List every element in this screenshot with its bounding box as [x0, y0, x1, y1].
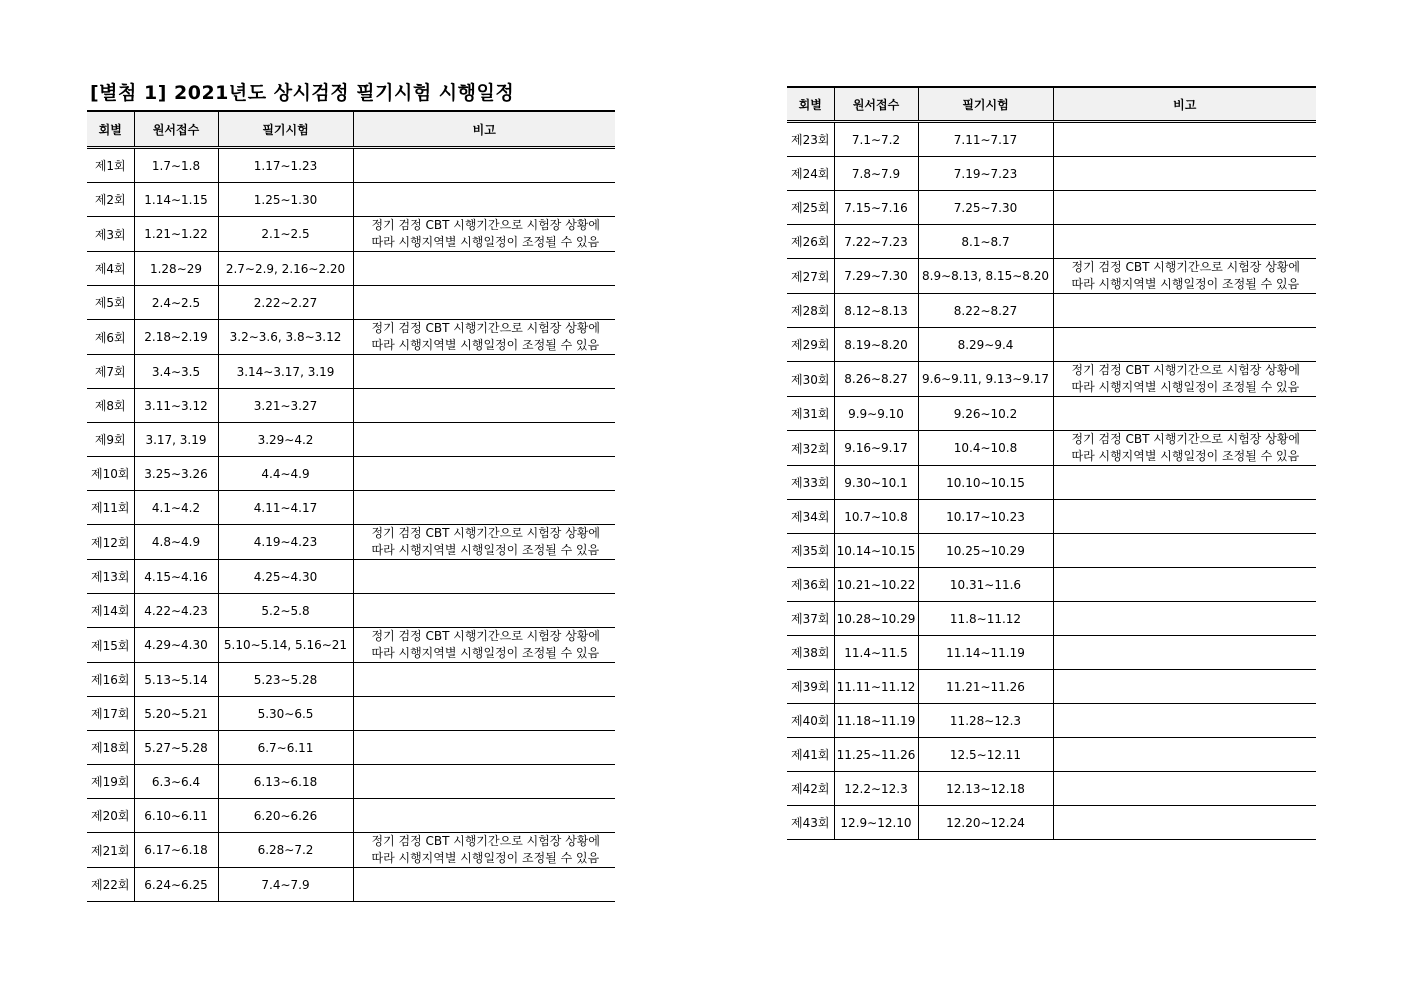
round-cell: 제24회: [787, 157, 834, 191]
application-period-cell: 10.21∼10.22: [834, 568, 918, 602]
remarks-cell: [1053, 568, 1316, 602]
application-period-cell: 6.3∼6.4: [134, 765, 218, 799]
remarks-cell: [1053, 191, 1316, 225]
application-period-cell: 8.19∼8.20: [834, 328, 918, 362]
exam-period-cell: 2.7∼2.9, 2.16∼2.20: [218, 252, 353, 286]
header-application: 원서접수: [834, 87, 918, 122]
table-row: [87, 525, 615, 560]
application-period-cell: 8.26∼8.27: [834, 362, 918, 397]
round-cell: 제9회: [87, 423, 134, 457]
table-row: [87, 252, 615, 286]
remarks-cell: [1053, 704, 1316, 738]
table-row: [787, 122, 1316, 157]
exam-period-cell: 10.17∼10.23: [918, 500, 1053, 534]
table-row: [787, 431, 1316, 466]
application-period-cell: 7.29∼7.30: [834, 259, 918, 294]
table-row: [787, 294, 1316, 328]
application-period-cell: 4.22∼4.23: [134, 594, 218, 628]
table-row: [787, 328, 1316, 362]
application-period-cell: 11.18∼11.19: [834, 704, 918, 738]
remarks-cell: [353, 560, 615, 594]
table-row: [787, 568, 1316, 602]
remarks-cell: [353, 355, 615, 389]
application-period-cell: 6.17∼6.18: [134, 833, 218, 868]
remarks-cell: [353, 594, 615, 628]
exam-period-cell: 7.19∼7.23: [918, 157, 1053, 191]
round-cell: 제22회: [87, 868, 134, 902]
table-row: [87, 799, 615, 833]
remarks-cell: [1053, 534, 1316, 568]
exam-period-cell: 5.2∼5.8: [218, 594, 353, 628]
application-period-cell: 3.17, 3.19: [134, 423, 218, 457]
table-row: [787, 772, 1316, 806]
table-row: [87, 457, 615, 491]
remarks-cell: [1053, 122, 1316, 157]
remarks-line-2: 따라 시행지역별 시행일정이 조정될 수 있음: [1071, 277, 1300, 291]
header-application: 원서접수: [134, 111, 218, 148]
exam-period-cell: 9.6∼9.11, 9.13∼9.17: [918, 362, 1053, 397]
application-period-cell: 3.4∼3.5: [134, 355, 218, 389]
round-cell: 제35회: [787, 534, 834, 568]
header-round: 회별: [787, 87, 834, 122]
table-header-row: [787, 87, 1316, 122]
exam-period-cell: 4.4∼4.9: [218, 457, 353, 491]
exam-period-cell: 3.2∼3.6, 3.8∼3.12: [218, 320, 353, 355]
round-cell: 제7회: [87, 355, 134, 389]
exam-period-cell: 4.19∼4.23: [218, 525, 353, 560]
table-row: [787, 157, 1316, 191]
remarks-cell: [353, 457, 615, 491]
round-cell: 제43회: [787, 806, 834, 840]
table-row: [87, 320, 615, 355]
exam-period-cell: 8.9∼8.13, 8.15∼8.20: [918, 259, 1053, 294]
application-period-cell: 2.18∼2.19: [134, 320, 218, 355]
exam-period-cell: 11.21∼11.26: [918, 670, 1053, 704]
exam-period-cell: 1.25∼1.30: [218, 183, 353, 217]
table-row: [787, 704, 1316, 738]
application-period-cell: 3.25∼3.26: [134, 457, 218, 491]
round-cell: 제29회: [787, 328, 834, 362]
application-period-cell: 2.4∼2.5: [134, 286, 218, 320]
exam-period-cell: 3.14∼3.17, 3.19: [218, 355, 353, 389]
table-row: [787, 191, 1316, 225]
header-remarks: 비고: [1053, 87, 1316, 122]
remarks-cell: [1053, 806, 1316, 840]
round-cell: 제15회: [87, 628, 134, 663]
remarks-cell: [1053, 294, 1316, 328]
table-row: [87, 148, 615, 183]
remarks-cell: [1053, 157, 1316, 191]
exam-period-cell: 7.25∼7.30: [918, 191, 1053, 225]
table-row: [787, 738, 1316, 772]
round-cell: 제40회: [787, 704, 834, 738]
remarks-cell: [1053, 225, 1316, 259]
header-exam: 필기시험: [218, 111, 353, 148]
remarks-cell: [1053, 500, 1316, 534]
round-cell: 제5회: [87, 286, 134, 320]
round-cell: 제13회: [87, 560, 134, 594]
remarks-line-2: 따라 시행지역별 시행일정이 조정될 수 있음: [371, 338, 600, 352]
remarks-line-2: 따라 시행지역별 시행일정이 조정될 수 있음: [1071, 449, 1300, 463]
round-cell: 제38회: [787, 636, 834, 670]
table-row: [87, 697, 615, 731]
round-cell: 제36회: [787, 568, 834, 602]
table-row: [87, 868, 615, 902]
application-period-cell: 7.22∼7.23: [834, 225, 918, 259]
remarks-cell: [353, 217, 615, 252]
remarks-cell: [1053, 431, 1316, 466]
round-cell: 제18회: [87, 731, 134, 765]
application-period-cell: 3.11∼3.12: [134, 389, 218, 423]
schedule-table-right: [787, 86, 1316, 840]
round-cell: 제3회: [87, 217, 134, 252]
exam-period-cell: 5.23∼5.28: [218, 663, 353, 697]
exam-period-cell: 6.7∼6.11: [218, 731, 353, 765]
remarks-cell: [353, 252, 615, 286]
remarks-line-1: 정기 검정 CBT 시행기간으로 시험장 상황에: [371, 321, 600, 335]
round-cell: 제16회: [87, 663, 134, 697]
round-cell: 제17회: [87, 697, 134, 731]
round-cell: 제19회: [87, 765, 134, 799]
application-period-cell: 4.8∼4.9: [134, 525, 218, 560]
table-row: [87, 560, 615, 594]
remarks-line-1: 정기 검정 CBT 시행기간으로 시험장 상황에: [1071, 432, 1300, 446]
application-period-cell: 10.14∼10.15: [834, 534, 918, 568]
remarks-cell: [1053, 466, 1316, 500]
remarks-line-1: 정기 검정 CBT 시행기간으로 시험장 상황에: [371, 834, 600, 848]
round-cell: 제28회: [787, 294, 834, 328]
table-row: [87, 286, 615, 320]
round-cell: 제30회: [787, 362, 834, 397]
remarks-cell: [353, 663, 615, 697]
table-row: [787, 225, 1316, 259]
application-period-cell: 5.13∼5.14: [134, 663, 218, 697]
application-period-cell: 1.28∼29: [134, 252, 218, 286]
remarks-line-1: 정기 검정 CBT 시행기간으로 시험장 상황에: [1071, 363, 1300, 377]
remarks-cell: [353, 765, 615, 799]
exam-period-cell: 5.10∼5.14, 5.16∼21: [218, 628, 353, 663]
round-cell: 제23회: [787, 122, 834, 157]
exam-period-cell: 10.4∼10.8: [918, 431, 1053, 466]
application-period-cell: 1.21∼1.22: [134, 217, 218, 252]
table-row: [787, 466, 1316, 500]
round-cell: 제25회: [787, 191, 834, 225]
exam-period-cell: 10.25∼10.29: [918, 534, 1053, 568]
application-period-cell: 10.7∼10.8: [834, 500, 918, 534]
exam-period-cell: 5.30∼6.5: [218, 697, 353, 731]
exam-period-cell: 8.22∼8.27: [918, 294, 1053, 328]
remarks-line-1: 정기 검정 CBT 시행기간으로 시험장 상황에: [371, 629, 600, 643]
table-row: [787, 806, 1316, 840]
table-row: [787, 636, 1316, 670]
remarks-cell: [353, 389, 615, 423]
remarks-cell: [1053, 328, 1316, 362]
remarks-cell: [353, 799, 615, 833]
round-cell: 제31회: [787, 397, 834, 431]
exam-period-cell: 11.28∼12.3: [918, 704, 1053, 738]
application-period-cell: 4.1∼4.2: [134, 491, 218, 525]
round-cell: 제26회: [787, 225, 834, 259]
table-row: [87, 423, 615, 457]
remarks-line-1: 정기 검정 CBT 시행기간으로 시험장 상황에: [371, 218, 600, 232]
application-period-cell: 10.28∼10.29: [834, 602, 918, 636]
exam-period-cell: 12.20∼12.24: [918, 806, 1053, 840]
exam-period-cell: 8.29∼9.4: [918, 328, 1053, 362]
exam-period-cell: 7.4∼7.9: [218, 868, 353, 902]
round-cell: 제39회: [787, 670, 834, 704]
application-period-cell: 7.8∼7.9: [834, 157, 918, 191]
schedule-table-left: [87, 110, 615, 902]
remarks-cell: [1053, 772, 1316, 806]
remarks-line-2: 따라 시행지역별 시행일정이 조정될 수 있음: [371, 543, 600, 557]
remarks-cell: [353, 525, 615, 560]
round-cell: 제21회: [87, 833, 134, 868]
remarks-line-2: 따라 시행지역별 시행일정이 조정될 수 있음: [371, 646, 600, 660]
table-row: [787, 259, 1316, 294]
exam-period-cell: 12.13∼12.18: [918, 772, 1053, 806]
table-row: [87, 183, 615, 217]
table-row: [87, 217, 615, 252]
exam-period-cell: 8.1∼8.7: [918, 225, 1053, 259]
remarks-cell: [1053, 636, 1316, 670]
application-period-cell: 4.15∼4.16: [134, 560, 218, 594]
remarks-cell: [353, 286, 615, 320]
exam-period-cell: 11.8∼11.12: [918, 602, 1053, 636]
remarks-line-2: 따라 시행지역별 시행일정이 조정될 수 있음: [1071, 380, 1300, 394]
round-cell: 제42회: [787, 772, 834, 806]
table-row: [87, 663, 615, 697]
remarks-cell: [353, 183, 615, 217]
remarks-cell: [353, 491, 615, 525]
exam-period-cell: 6.13∼6.18: [218, 765, 353, 799]
exam-period-cell: 7.11∼7.17: [918, 122, 1053, 157]
table-row: [787, 500, 1316, 534]
table-row: [87, 389, 615, 423]
round-cell: 제6회: [87, 320, 134, 355]
round-cell: 제2회: [87, 183, 134, 217]
table-row: [87, 628, 615, 663]
application-period-cell: 1.14∼1.15: [134, 183, 218, 217]
remarks-cell: [1053, 738, 1316, 772]
header-exam: 필기시험: [918, 87, 1053, 122]
round-cell: 제4회: [87, 252, 134, 286]
remarks-cell: [353, 148, 615, 183]
round-cell: 제8회: [87, 389, 134, 423]
remarks-cell: [353, 423, 615, 457]
application-period-cell: 5.27∼5.28: [134, 731, 218, 765]
exam-period-cell: 12.5∼12.11: [918, 738, 1053, 772]
application-period-cell: 7.1∼7.2: [834, 122, 918, 157]
application-period-cell: 8.12∼8.13: [834, 294, 918, 328]
application-period-cell: 11.25∼11.26: [834, 738, 918, 772]
header-remarks: 비고: [353, 111, 615, 148]
page-title: [별첨 1] 2021년도 상시검정 필기시험 시행일정: [90, 82, 515, 104]
table-row: [87, 491, 615, 525]
round-cell: 제34회: [787, 500, 834, 534]
exam-period-cell: 6.28∼7.2: [218, 833, 353, 868]
remarks-cell: [353, 731, 615, 765]
application-period-cell: 9.30∼10.1: [834, 466, 918, 500]
remarks-cell: [1053, 602, 1316, 636]
application-period-cell: 12.2∼12.3: [834, 772, 918, 806]
application-period-cell: 12.9∼12.10: [834, 806, 918, 840]
exam-period-cell: 4.25∼4.30: [218, 560, 353, 594]
application-period-cell: 6.24∼6.25: [134, 868, 218, 902]
exam-period-cell: 4.11∼4.17: [218, 491, 353, 525]
table-row: [787, 602, 1316, 636]
table-row: [787, 397, 1316, 431]
remarks-cell: [1053, 397, 1316, 431]
table-row: [787, 362, 1316, 397]
remarks-line-2: 따라 시행지역별 시행일정이 조정될 수 있음: [371, 235, 600, 249]
round-cell: 제1회: [87, 148, 134, 183]
round-cell: 제33회: [787, 466, 834, 500]
table-row: [787, 670, 1316, 704]
application-period-cell: 9.9∼9.10: [834, 397, 918, 431]
exam-period-cell: 10.10∼10.15: [918, 466, 1053, 500]
round-cell: 제14회: [87, 594, 134, 628]
remarks-cell: [353, 628, 615, 663]
round-cell: 제11회: [87, 491, 134, 525]
application-period-cell: 11.4∼11.5: [834, 636, 918, 670]
exam-period-cell: 10.31∼11.6: [918, 568, 1053, 602]
exam-period-cell: 3.29∼4.2: [218, 423, 353, 457]
exam-period-cell: 2.22∼2.27: [218, 286, 353, 320]
round-cell: 제20회: [87, 799, 134, 833]
remarks-cell: [353, 697, 615, 731]
application-period-cell: 7.15∼7.16: [834, 191, 918, 225]
remarks-line-1: 정기 검정 CBT 시행기간으로 시험장 상황에: [1071, 260, 1300, 274]
exam-period-cell: 9.26∼10.2: [918, 397, 1053, 431]
application-period-cell: 6.10∼6.11: [134, 799, 218, 833]
round-cell: 제12회: [87, 525, 134, 560]
remarks-cell: [1053, 670, 1316, 704]
remarks-cell: [1053, 259, 1316, 294]
header-round: 회별: [87, 111, 134, 148]
remarks-line-2: 따라 시행지역별 시행일정이 조정될 수 있음: [371, 851, 600, 865]
remarks-line-1: 정기 검정 CBT 시행기간으로 시험장 상황에: [371, 526, 600, 540]
application-period-cell: 11.11∼11.12: [834, 670, 918, 704]
round-cell: 제10회: [87, 457, 134, 491]
application-period-cell: 9.16∼9.17: [834, 431, 918, 466]
exam-period-cell: 2.1∼2.5: [218, 217, 353, 252]
table-row: [87, 594, 615, 628]
application-period-cell: 5.20∼5.21: [134, 697, 218, 731]
exam-period-cell: 3.21∼3.27: [218, 389, 353, 423]
remarks-cell: [353, 833, 615, 868]
application-period-cell: 1.7∼1.8: [134, 148, 218, 183]
remarks-cell: [353, 320, 615, 355]
table-row: [87, 833, 615, 868]
round-cell: 제37회: [787, 602, 834, 636]
table-row: [87, 355, 615, 389]
round-cell: 제41회: [787, 738, 834, 772]
table-header-row: [87, 111, 615, 148]
round-cell: 제32회: [787, 431, 834, 466]
round-cell: 제27회: [787, 259, 834, 294]
exam-period-cell: 11.14∼11.19: [918, 636, 1053, 670]
remarks-cell: [353, 868, 615, 902]
application-period-cell: 4.29∼4.30: [134, 628, 218, 663]
table-row: [87, 731, 615, 765]
remarks-cell: [1053, 362, 1316, 397]
table-row: [787, 534, 1316, 568]
exam-period-cell: 1.17∼1.23: [218, 148, 353, 183]
table-row: [87, 765, 615, 799]
exam-period-cell: 6.20∼6.26: [218, 799, 353, 833]
